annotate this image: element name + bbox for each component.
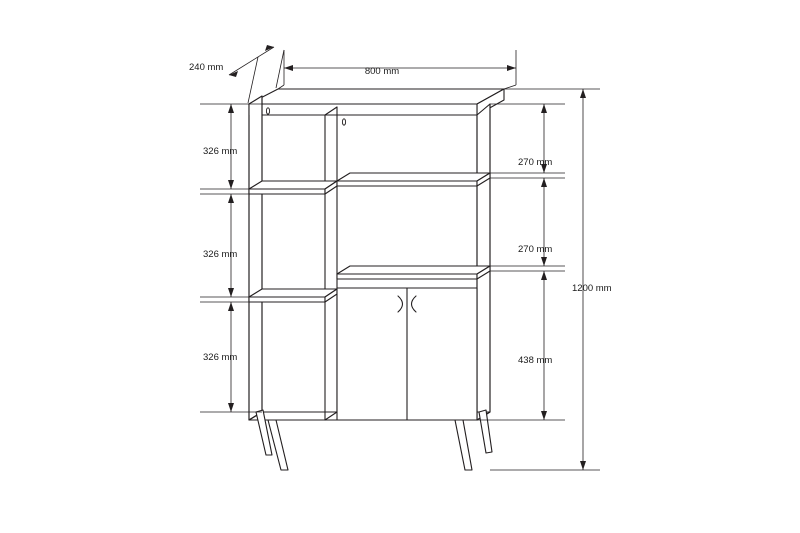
left-section-3-label: 326 mm: [203, 352, 238, 363]
right-dimension-chain: [541, 104, 547, 420]
leg-front-left: [268, 420, 288, 470]
leg-back-left: [256, 410, 272, 455]
top-panel: [249, 89, 504, 115]
left-section-2-label: 326 mm: [203, 249, 238, 260]
width-label: 800 mm: [364, 66, 400, 77]
left-side-panel: [249, 96, 262, 420]
depth-label: 240 mm: [189, 62, 224, 73]
right-side-panel: [477, 104, 490, 420]
right-section-2-label: 270 mm: [518, 244, 553, 255]
leg-front-right: [455, 420, 472, 470]
cabinet-doors: [337, 288, 477, 420]
leg-back-right: [479, 410, 492, 453]
height-label: 1200 mm: [572, 283, 612, 294]
left-shelf-1: [249, 181, 337, 194]
left-shelf-2: [249, 289, 337, 302]
right-section-1-label: 270 mm: [518, 157, 553, 168]
right-section-3-label: 438 mm: [518, 355, 553, 366]
bookcase-illustration: [249, 89, 504, 470]
left-section-1-label: 326 mm: [203, 146, 238, 157]
vertical-divider: [325, 107, 337, 420]
right-shelf-1: [337, 173, 490, 186]
right-shelf-2: [337, 266, 490, 279]
